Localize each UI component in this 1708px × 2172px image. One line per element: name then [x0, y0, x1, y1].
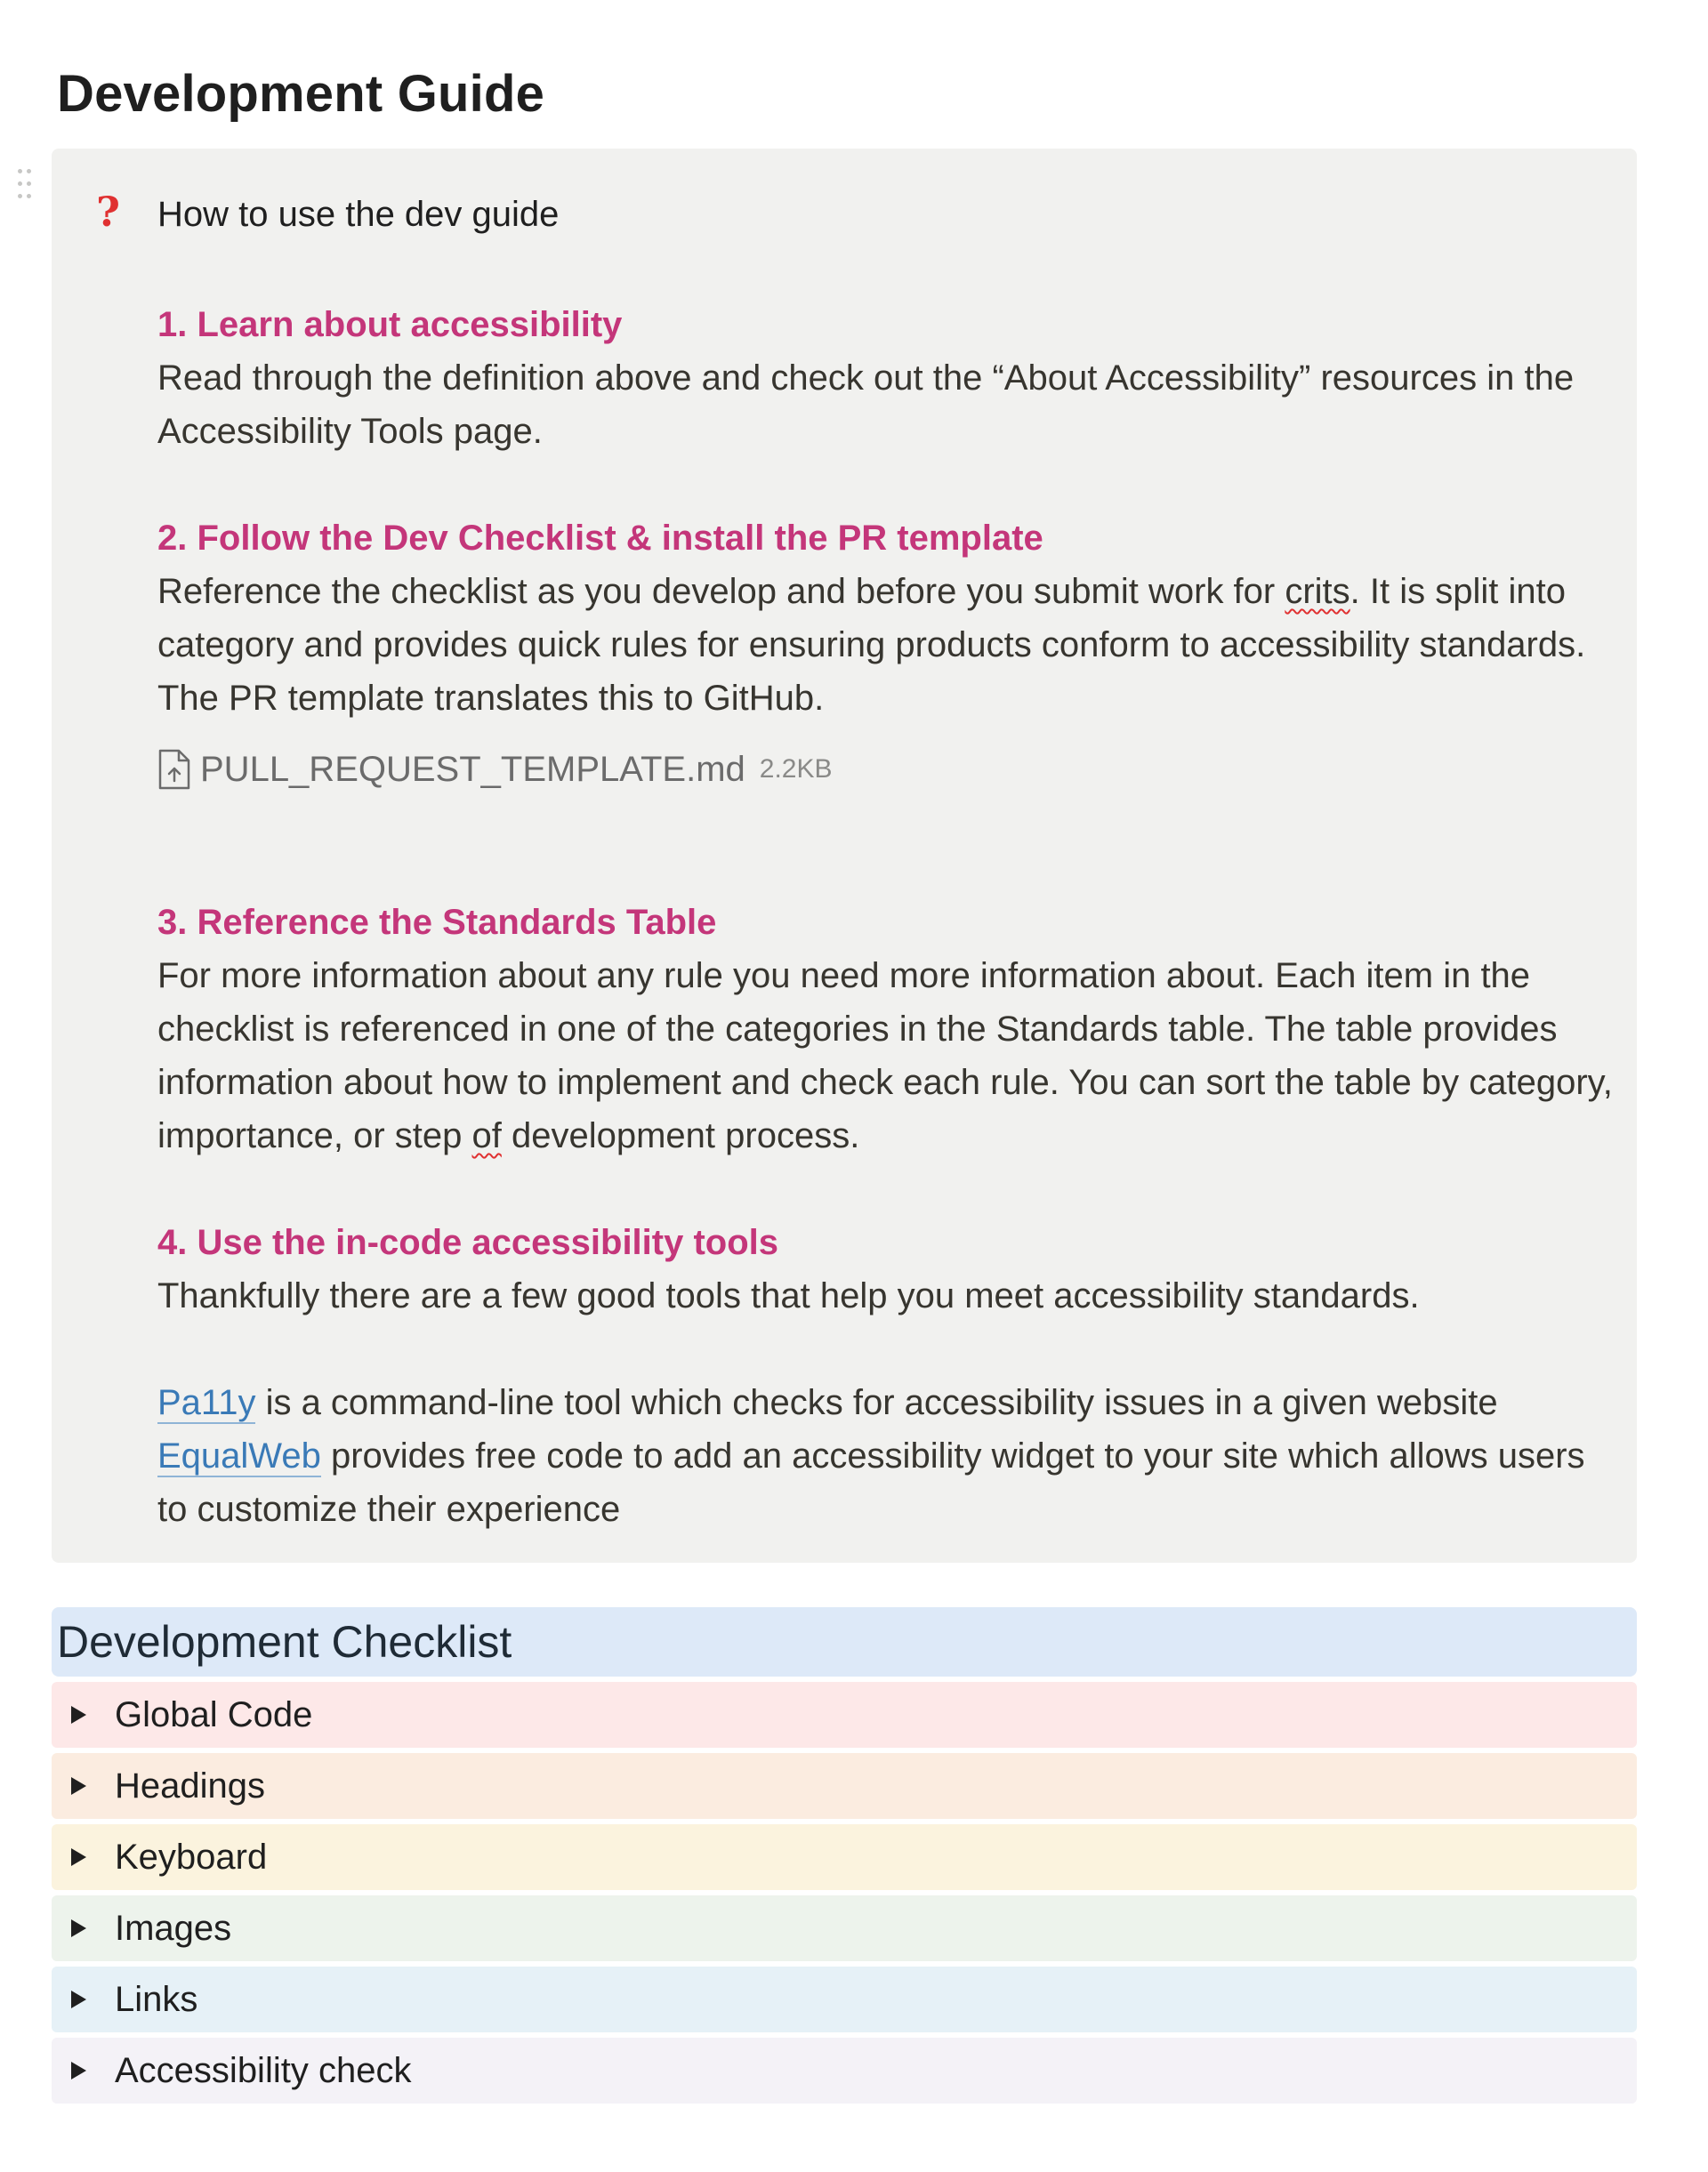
page-title: Development Guide [57, 65, 545, 123]
step-tools [157, 1216, 1616, 1536]
tool-item-pa11y: Pa11y is a command-line tool which checks for accessibility issues in a given website [157, 1383, 1498, 1422]
step-text: For more information about any rule you need more information about. Each item in the checklist is referenced in one of the categories in the Standards table. The table provides information about how to implement and check each rule. You can sort the table by category, importance, or step of development process. [157, 956, 1613, 1155]
tool-item-equalweb: EqualWeb provides free code to add an accessibility widget to your site which allows users to customize their experience [157, 1436, 1585, 1529]
step-heading: 3. Reference the Standards Table [157, 903, 717, 942]
file-name: PULL_REQUEST_TEMPLATE.md [200, 749, 745, 789]
toggle-arrow-icon[interactable] [71, 1919, 86, 1937]
file-attachment[interactable] [157, 743, 1616, 796]
checklist-toggle-keyboard[interactable] [52, 1824, 1637, 1890]
checklist-toggle-accessibility-check[interactable] [52, 2038, 1637, 2104]
checklist-toggle-list [52, 1682, 1637, 2104]
step-learn [157, 298, 1616, 458]
toggle-arrow-icon[interactable] [71, 1777, 86, 1795]
checklist-toggle-images[interactable] [52, 1895, 1637, 1961]
toggle-label: Images [115, 1908, 232, 1948]
checklist-toggle-headings[interactable] [52, 1753, 1637, 1819]
toggle-label: Links [115, 1979, 198, 2019]
step-text: Thankfully there are a few good tools that help you meet accessibility standards. [157, 1276, 1420, 1315]
checklist-toggle-links[interactable] [52, 1967, 1637, 2032]
question-mark-icon: ? [96, 188, 120, 236]
toggle-arrow-icon[interactable] [71, 1991, 86, 2008]
step-text: Read through the definition above and check out the “About Accessibility” resources in the Accessibility Tools page. [157, 358, 1575, 451]
pa11y-link[interactable]: Pa11y [157, 1383, 256, 1422]
file-size: 2.2KB [759, 754, 833, 784]
callout-body [157, 191, 1616, 1589]
step-text: Reference the checklist as you develop and before you submit work for crits. It is split into category and provides quick rules for ensuring products conform to accessibility standards. The PR template translates this to GitHub. [157, 572, 1586, 718]
step-checklist [157, 511, 1616, 796]
toggle-arrow-icon[interactable] [71, 1706, 86, 1724]
toggle-arrow-icon[interactable] [71, 1848, 86, 1866]
dev-guide-callout [52, 149, 1637, 1563]
checklist-heading: Development Checklist [52, 1607, 1637, 1677]
step-standards [157, 896, 1616, 1162]
callout-title: How to use the dev guide [157, 195, 560, 234]
drag-handle-icon[interactable] [16, 167, 36, 203]
step-heading: 1. Learn about accessibility [157, 305, 623, 344]
development-checklist [52, 1607, 1637, 2109]
toggle-label: Keyboard [115, 1837, 268, 1877]
toggle-arrow-icon[interactable] [71, 2062, 86, 2079]
equalweb-link[interactable]: EqualWeb [157, 1436, 321, 1476]
toggle-label: Headings [115, 1766, 266, 1806]
file-upload-icon [157, 748, 191, 791]
toggle-label: Accessibility check [115, 2050, 412, 2090]
step-heading: 2. Follow the Dev Checklist & install the PR template [157, 519, 1043, 558]
misspelled-word: of [471, 1116, 502, 1155]
toggle-label: Global Code [115, 1694, 313, 1734]
step-heading: 4. Use the in-code accessibility tools [157, 1223, 779, 1262]
misspelled-word: crits [1285, 572, 1350, 611]
checklist-toggle-global-code[interactable] [52, 1682, 1637, 1748]
